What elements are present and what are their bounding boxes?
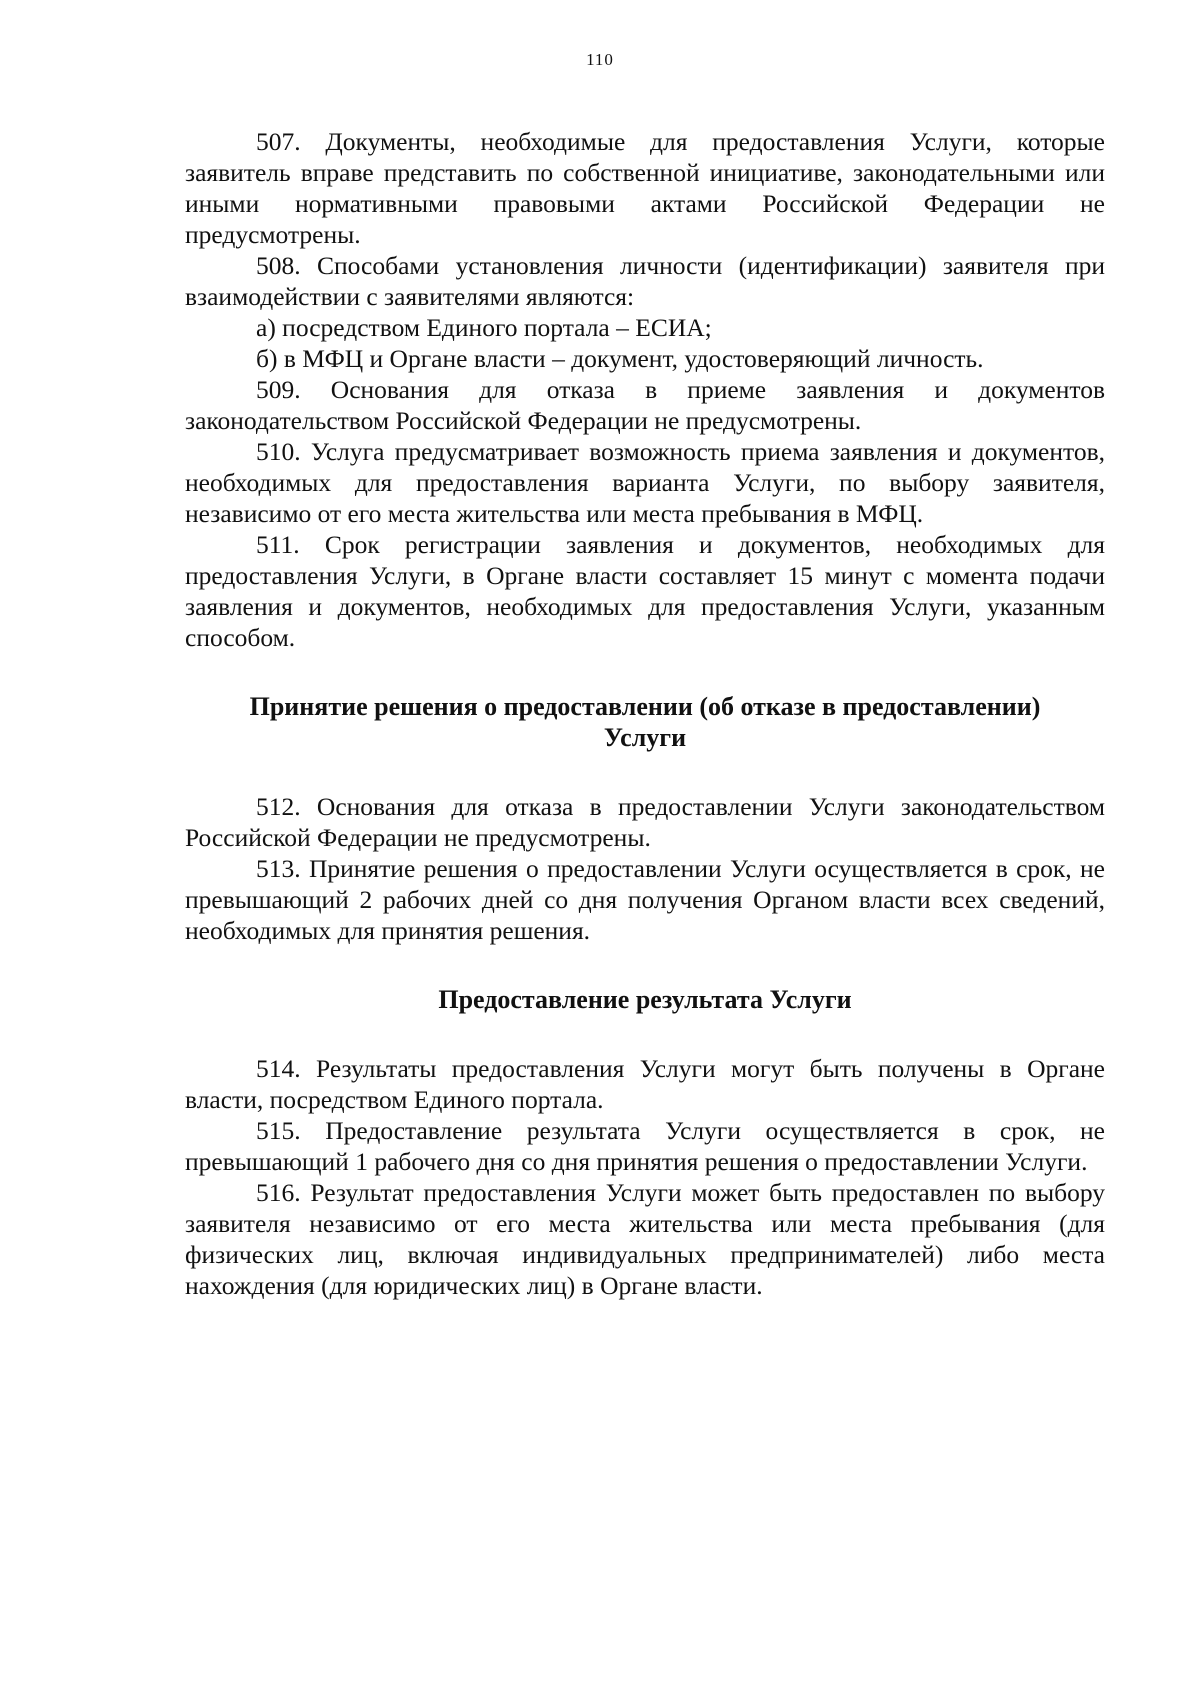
document-body — [185, 126, 1105, 1301]
spacer — [185, 946, 1105, 984]
paragraph-515: 515. Предоставление результата Услуги осуществляется в срок, не превышающий 1 рабочего дня со дня принятия решения о предоставлении Услуги. — [185, 1116, 1105, 1176]
paragraph-508: 508. Способами установления личности (идентификации) заявителя при взаимодействии с заявителями являются: — [185, 251, 1105, 311]
paragraph-508-a: а) посредством Единого портала – ЕСИА; — [256, 313, 712, 342]
spacer — [185, 653, 1105, 691]
paragraph-512: 512. Основания для отказа в предоставлении Услуги законодательством Российской Федерации не предусмотрены. — [185, 792, 1105, 852]
paragraph-509: 509. Основания для отказа в приеме заявления и документов законодательством Российской Федерации не предусмотрены. — [185, 375, 1105, 435]
paragraph-514: 514. Результаты предоставления Услуги могут быть получены в Органе власти, посредством Единого портала. — [185, 1054, 1105, 1114]
paragraph-513: 513. Принятие решения о предоставлении Услуги осуществляется в срок, не превышающий 2 рабочих дней со дня получения Органом власти всех сведений, необходимых для принятия решения. — [185, 854, 1105, 945]
section-heading-decision-line1: Принятие решения о предоставлении (об отказе в предоставлении) — [249, 692, 1041, 721]
section-heading-decision-line2: Услуги — [603, 723, 687, 752]
section-heading-result: Предоставление результата Услуги — [438, 985, 852, 1014]
spacer — [185, 753, 1105, 791]
paragraph-508-b: б) в МФЦ и Органе власти – документ, удостоверяющий личность. — [256, 344, 984, 373]
page-number: 110 — [586, 50, 614, 69]
paragraph-516: 516. Результат предоставления Услуги может быть предоставлен по выбору заявителя независимо от его места жительства или места пребывания (для физических лиц, включая индивидуальных предпринимателей) либо места нахождения (для юридических лиц) в Органе власти. — [185, 1178, 1105, 1300]
paragraph-510: 510. Услуга предусматривает возможность приема заявления и документов, необходимых для предоставления варианта Услуги, по выбору заявителя, независимо от его места жительства или места пребывания в МФЦ. — [185, 437, 1105, 528]
spacer — [185, 1015, 1105, 1053]
paragraph-507: 507. Документы, необходимые для предоставления Услуги, которые заявитель вправе представить по собственной инициативе, законодательными или иными нормативными правовыми актами Российской Федерации не предусмотрены. — [185, 127, 1105, 249]
paragraph-511: 511. Срок регистрации заявления и документов, необходимых для предоставления Услуги, в Органе власти составляет 15 минут с момента подачи заявления и документов, необходимых для предоставления Услуги, указанным способом. — [185, 530, 1105, 652]
